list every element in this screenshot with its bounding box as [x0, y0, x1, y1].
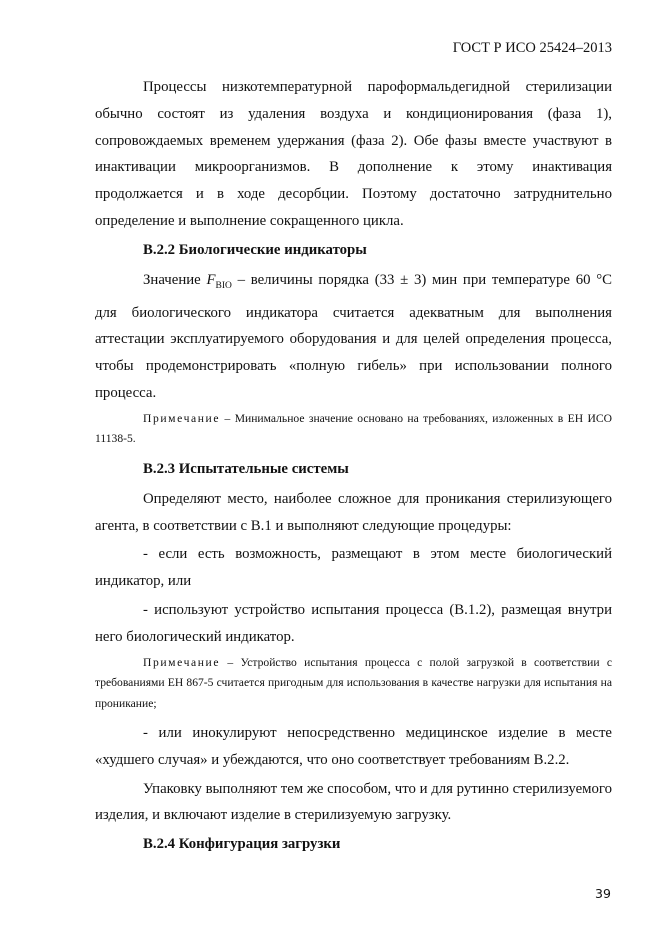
document-header: ГОСТ Р ИСО 25424–2013	[452, 40, 612, 56]
fbio-text: – величины порядка (33 ± 3) мин при температуре 60 °С для биологического индикатора считается адекватным для выполнения аттестации эксплуатируемого оборудования и для целей определения процесса, чтобы продемонстрировать «полную гибель» при использовании полного процесса.	[95, 271, 612, 401]
note-2-text: – Устройство испытания процесса с полой загрузкой в соответствии с требованиями ЕН 867-5 считается пригодным для использования в качестве нагрузки для испытания на проникание;	[95, 655, 612, 710]
list-item-2: - используют устройство испытания процесса (В.1.2), размещая внутри него биологический индикатор.	[95, 601, 612, 645]
page-body	[95, 74, 612, 861]
note-2-label: Примечание	[143, 655, 221, 669]
fbio-paragraph	[95, 267, 612, 407]
fbio-subscript: BIO	[215, 280, 232, 291]
section-heading-b24: B.2.4 Конфигурация загрузки	[143, 836, 341, 853]
packaging-paragraph: Упаковку выполняют тем же способом, что и для рутинно стерилизуемого изделия, и включают изделие в стерилизуемую загрузку.	[95, 780, 612, 824]
note-1-text: – Минимальное значение основано на требованиях, изложенных в ЕН ИСО 11138-5.	[95, 411, 612, 446]
define-paragraph: Определяют место, наиболее сложное для проникания стерилизующего агента, в соответствии с В.1 и выполняют следующие процедуры:	[95, 490, 612, 534]
fbio-symbol: F	[206, 271, 216, 288]
list-item-3: - или инокулируют непосредственно медицинское изделие в месте «худшего случая» и убеждаются, что оно соответствует требованиям В.2.2.	[95, 725, 612, 768]
section-heading-b23: B.2.3 Испытательные системы	[143, 460, 349, 477]
note-1	[95, 409, 612, 450]
section-heading-b22: B.2.2 Биологические индикаторы	[143, 241, 367, 258]
list-item-1: - если есть возможность, размещают в этом месте биологический индикатор, или	[95, 546, 612, 590]
fbio-prefix: Значение	[143, 271, 207, 288]
note-1-label: Примечание	[143, 411, 221, 425]
note-2	[95, 653, 612, 715]
page-number: 39	[595, 886, 611, 901]
intro-paragraph: Процессы низкотемпературной пароформальдегидной стерилизации обычно состоят из удаления воздуха и кондиционирования (фаза 1), сопровождаемых временем удержания (фаза 2). Обе фазы вместе участвуют в инактивации микроорганизмов. В дополнение к этому инактивация продолжается и в ходе десорбции. Поэтому достаточно затруднительно определение и выполнение сокращенного цикла.	[95, 79, 612, 229]
